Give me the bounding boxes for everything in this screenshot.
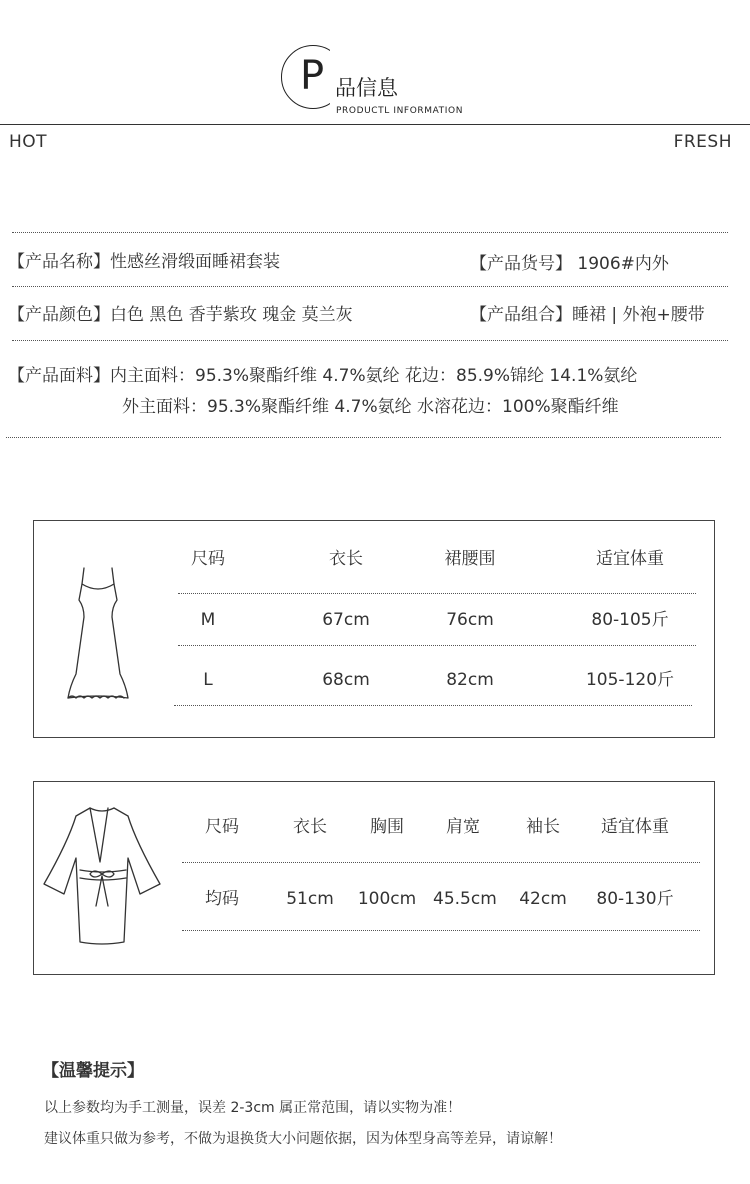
robe-row-length: 51cm — [286, 889, 334, 909]
product-name: 【产品名称】性感丝滑缎面睡裙套装 — [8, 252, 280, 272]
dress-header-weight: 适宜体重 — [596, 549, 664, 569]
dress-row-size: L — [203, 670, 213, 690]
dress-header-length: 衣长 — [329, 549, 363, 569]
robe-row-sleeve: 42cm — [519, 889, 567, 909]
dotted-divider — [182, 862, 700, 863]
product-fabric-line1: 【产品面料】内主面料：95.3%聚酯纤维 4.7%氨纶 花边：85.9%锦纶 14.1%氨纶 — [8, 366, 638, 386]
header-divider — [0, 124, 750, 125]
robe-header-shoulder: 肩宽 — [446, 817, 480, 837]
tips-line-1: 以上参数均为手工测量，误差 2-3cm 属正常范围，请以实物为准！ — [44, 1100, 462, 1116]
dress-header-size: 尺码 — [191, 549, 225, 569]
robe-icon — [40, 802, 164, 948]
dress-row-weight: 105-120斤 — [585, 670, 675, 690]
dotted-divider — [12, 286, 728, 287]
dress-row-size: M — [200, 610, 216, 630]
dotted-divider — [178, 593, 696, 594]
robe-row-bust: 100cm — [357, 889, 417, 909]
robe-header-length: 衣长 — [293, 817, 327, 837]
dress-row-waist: 76cm — [446, 610, 494, 630]
dotted-divider — [174, 705, 692, 706]
dotted-divider — [6, 437, 721, 438]
robe-header-weight: 适宜体重 — [601, 817, 669, 837]
product-fabric-line2: 外主面料：95.3%聚酯纤维 4.7%氨纶 水溶花边：100%聚酯纤维 — [122, 397, 619, 417]
dotted-divider — [12, 232, 728, 233]
product-combo: 【产品组合】睡裙 | 外袍+腰带 — [470, 305, 705, 325]
robe-row-size: 均码 — [205, 889, 239, 909]
dress-row-waist: 82cm — [446, 670, 494, 690]
header-subtitle: PRODUCTL INFORMATION — [336, 106, 464, 116]
tag-hot: HOT — [9, 132, 48, 152]
dotted-divider — [182, 930, 700, 931]
product-colors: 【产品颜色】白色 黑色 香芋紫玫 瑰金 莫兰灰 — [8, 305, 353, 325]
dress-header-waist: 裙腰围 — [444, 549, 496, 569]
robe-header-sleeve: 袖长 — [526, 817, 560, 837]
dress-row-length: 68cm — [322, 670, 370, 690]
robe-header-size: 尺码 — [205, 817, 239, 837]
robe-header-bust: 胸围 — [370, 817, 404, 837]
tips-title: 【温馨提示】 — [42, 1061, 144, 1081]
header-title: 品信息 — [335, 76, 398, 100]
dress-row-length: 67cm — [322, 610, 370, 630]
tips-line-2: 建议体重只做为参考，不做为退换货大小问题依据，因为体型身高等差异，请谅解！ — [44, 1131, 562, 1147]
robe-row-weight: 80-130斤 — [596, 889, 674, 909]
dress-row-weight: 80-105斤 — [591, 610, 669, 630]
robe-row-shoulder: 45.5cm — [433, 889, 497, 909]
dotted-divider — [12, 340, 728, 341]
tag-fresh: FRESH — [673, 132, 732, 152]
product-sku: 【产品货号】 1906#内外 — [470, 254, 669, 274]
slip-dress-icon — [60, 562, 136, 704]
dotted-divider — [178, 645, 696, 646]
header-letter: P — [300, 53, 325, 99]
